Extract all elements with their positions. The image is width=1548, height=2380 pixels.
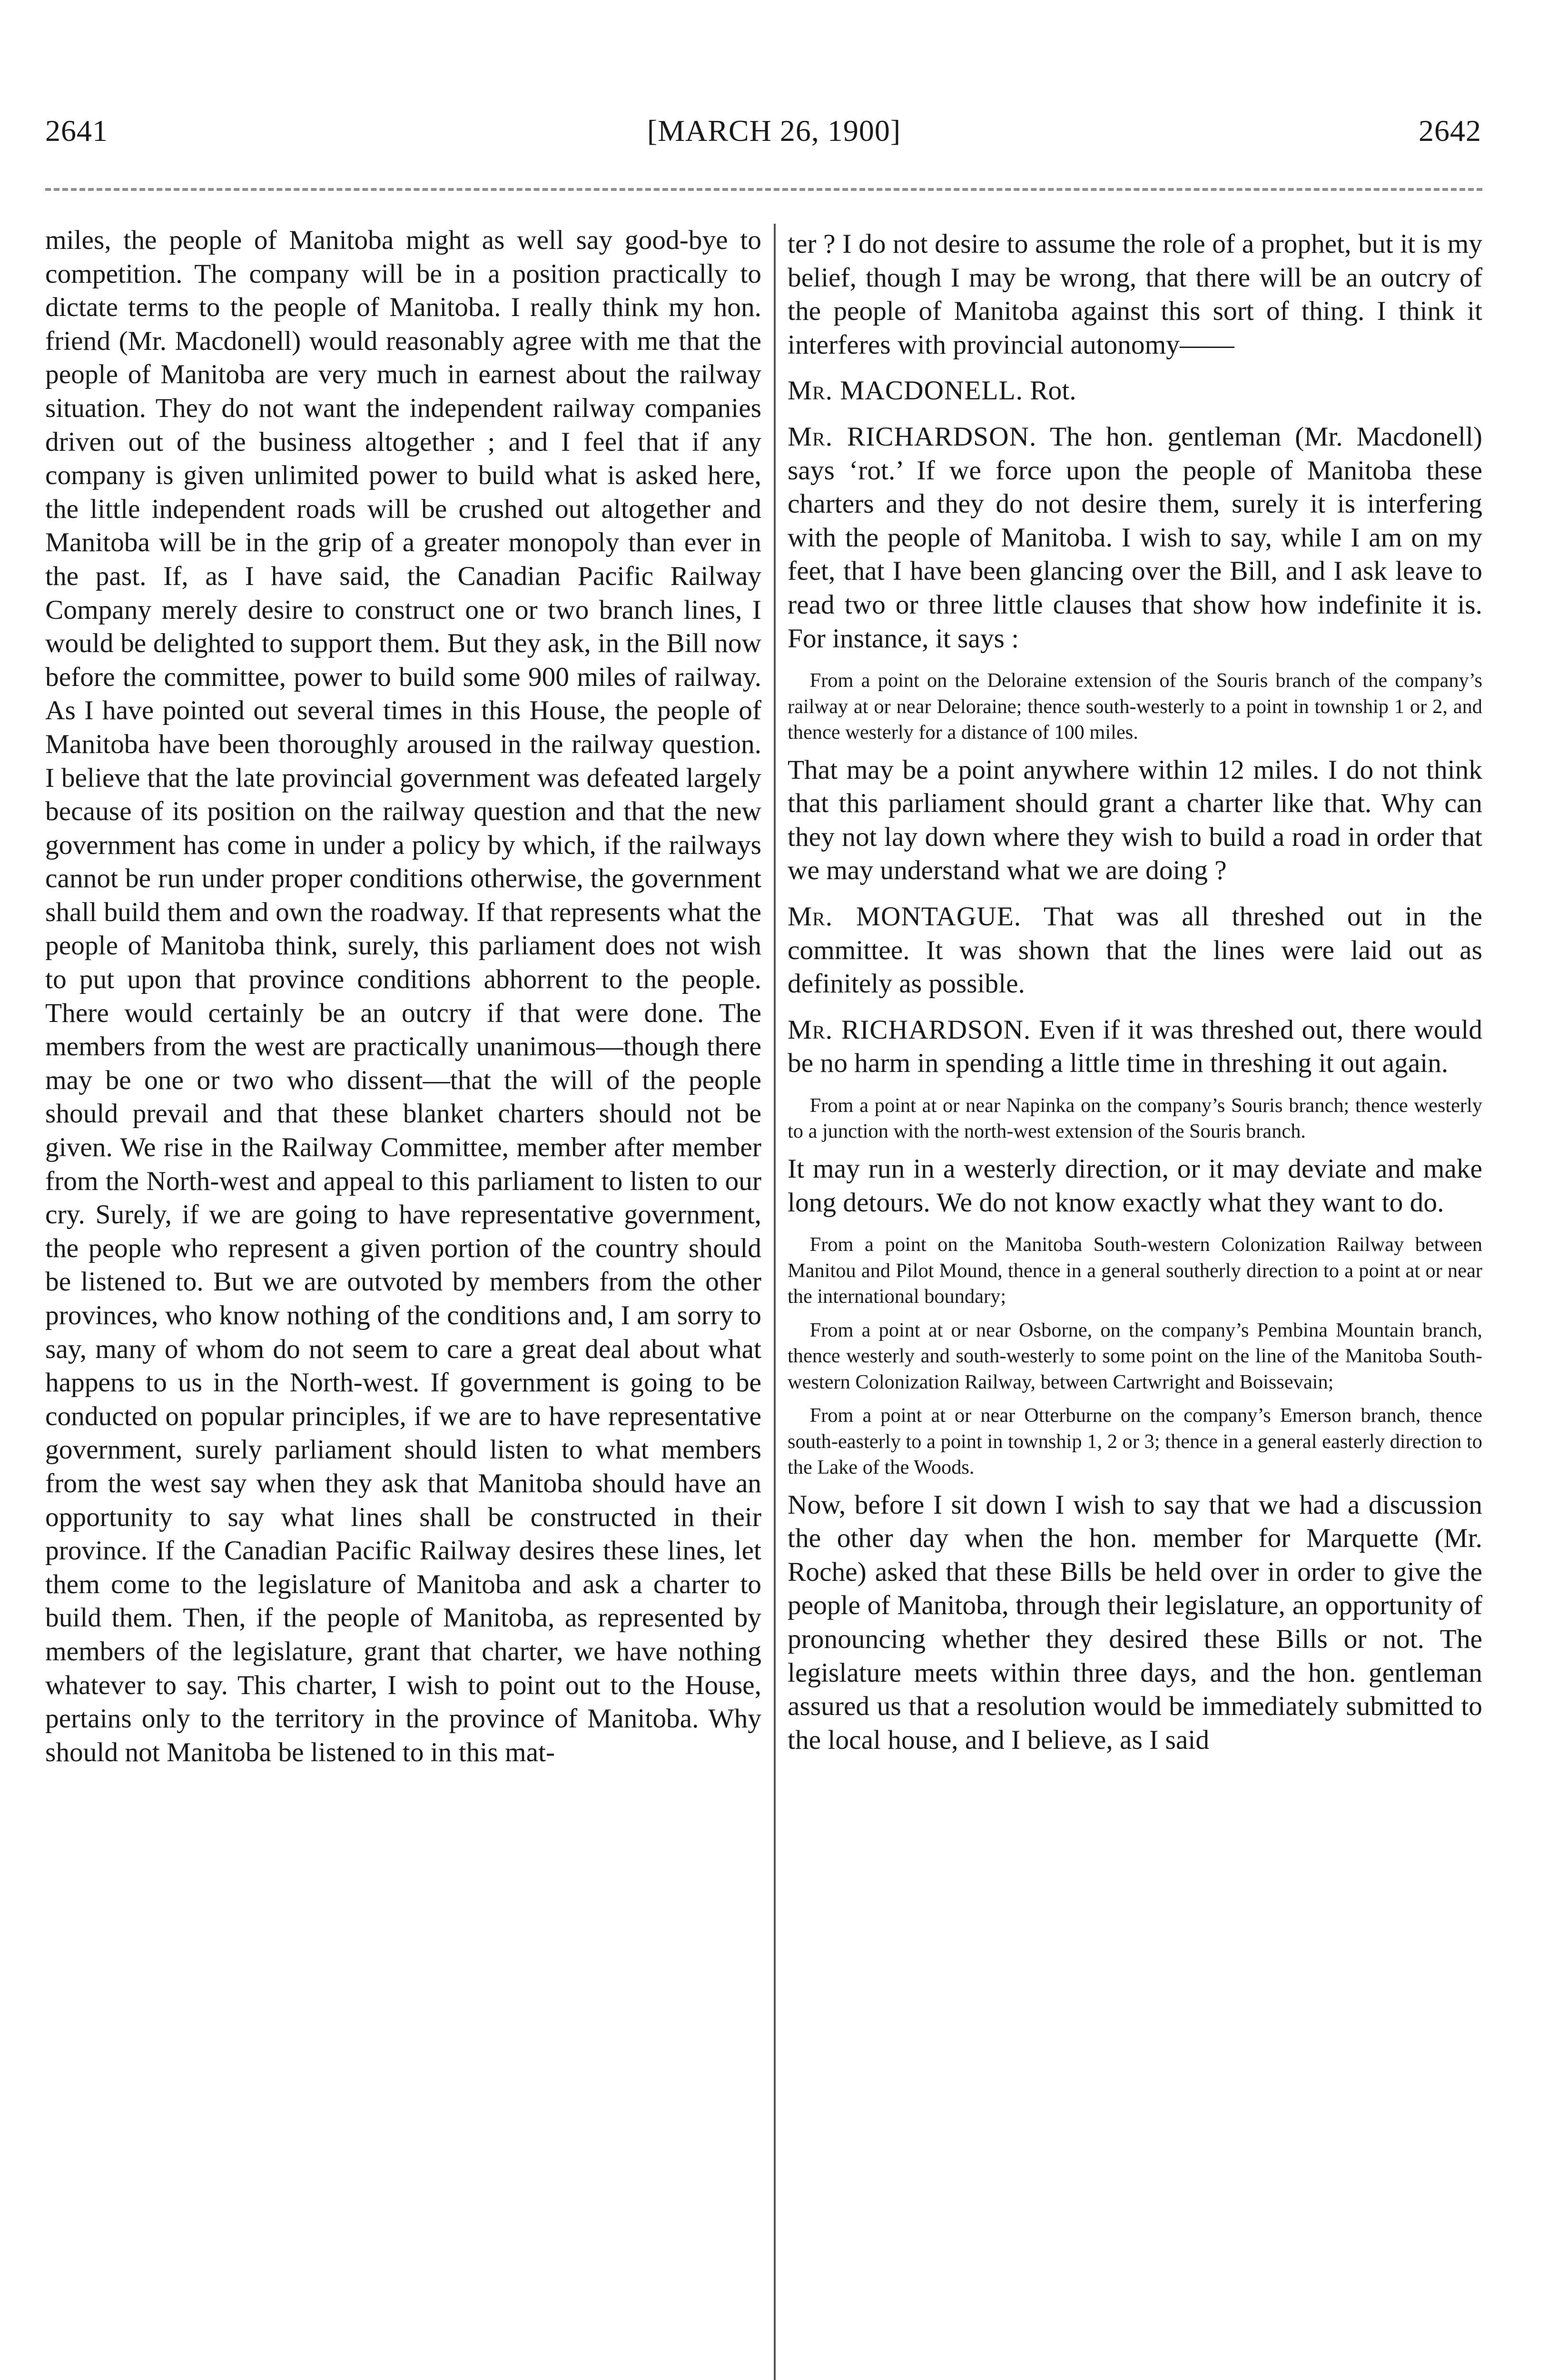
speech-macdonell [788, 374, 1482, 408]
speech-richardson-1 [788, 420, 1482, 655]
speech-text: Even if it was threshed out, there would be no harm in spending a little time in threshing it out again. [788, 1014, 1482, 1079]
speech-montague [788, 900, 1482, 1001]
left-paragraph: miles, the people of Manitoba might as well say good-bye to competition. The company will be in a position practically to dictate terms to the people of Manitoba. I really think my hon. friend (Mr. Macdonell) would reasonably agree with me that the people of Manitoba are very much in earnest about the railway situation. They do not want the independent railway companies driven out of the business altogether ; and I feel that if any company is given unlimited power to build what is asked here, the little independent roads will be crushed out altogether and Manitoba will be in the grip of a greater monopoly than ever in the past. If, as I have said, the Canadian Pacific Railway Company merely desire to construct one or two branch lines, I would be delighted to support them. But they ask, in the Bill now before the committee, power to build some 900 miles of railway. As I have pointed out several times in this House, the people of Manitoba have been thoroughly aroused in the railway question. I believe that the late provincial government was defeated largely because of its position on the railway question and that the new government has come in under a policy by which, if the railways cannot be run under proper conditions otherwise, the government shall build them and own the roadway. If that represents what the people of Manitoba think, surely, this parliament does not wish to put upon that province conditions abhorrent to the people. There would certainly be an outcry if that were done. The members from the west are practically unanimous—though there may be one or two who dissent—that the will of the people should prevail and that these blanket charters should not be given. We rise in the Railway Committee, member after member from the North-west and appeal to this parliament to listen to our cry. Surely, if we are going to have representative government, the people who represent a given portion of the country should be listened to. But we are outvoted by members from the other provinces, who know nothing of the conditions and, I am sorry to say, many of whom do not seem to care a great deal about what happens to us in the North-west. If government is going to be conducted on popular principles, if we are to have representative government, surely parliament should listen to what members from the west say when they ask that Manitoba should have an opportunity to say what lines shall be constructed in their province. If the Canadian Pacific Railway desires these lines, let them come to the legislature of Manitoba and ask a charter to build them. Then, if the people of Manitoba, as represented by members of the legislature, grant that charter, we have nothing whatever to say. This charter, I wish to point out to the House, pertains only to the territory in the province of Manitoba. Why should not Manitoba be listened to in this mat- [45, 225, 761, 1767]
speaker-name: Mr. MACDONELL. [788, 376, 1024, 406]
speaker-name: Mr. RICHARDSON. [788, 1014, 1031, 1045]
speech-text: Rot. [1030, 376, 1076, 406]
bill-quote-manitou: From a point on the Manitoba South-western Colonization Railway between Manitou and Pilot Mound, thence in a general southerly direction to a point at or near the international boundary; [788, 1233, 1482, 1308]
speaker-name: Mr. RICHARDSON. [788, 421, 1037, 452]
speech-text: That was all threshed out in the committee. It was shown that the lines were laid out as definitely as possible. [788, 902, 1482, 999]
right-column [788, 228, 1482, 2380]
continuation-paragraph: ter ? I do not desire to assume the role of a prophet, but it is my belief, though I may be wrong, that there will be an outcry of the people of Manitoba against this sort of thing. I think it interferes with provincial autonomy—— [788, 229, 1482, 360]
page-date-header: [MARCH 26, 1900] [647, 114, 901, 148]
speaker-name: Mr. MONTAGUE. [788, 902, 1022, 932]
paragraph: That may be a point anywhere within 12 miles. I do not think that this parliament should grant a charter like that. Why can they not lay down where they wish to build a road in order that we may understand what we are doing ? [788, 754, 1482, 886]
speech-text: The hon. gentleman (Mr. Macdonell) says ‘rot.’ If we force upon the people of Manitoba these charters and they do not desire them, surely it is interfering with the people of Manitoba. I wish to say, while I am on my feet, that I have been glancing over the Bill, and I ask leave to read two or three little clauses that show how indefinite it is. For instance, it says : [788, 421, 1482, 654]
bill-quote-otterburne: From a point at or near Otterburne on the company’s Emerson branch, thence south-easterly to a point in township 1, 2 or 3; thence in a general easterly direction to the Lake of the Woods. [788, 1404, 1482, 1479]
bill-quote-osborne: From a point at or near Osborne, on the company’s Pembina Mountain branch, thence westerly and south-westerly to some point on the line of the Manitoba South-western Colonization Railway, between Cartwright and Boissevain; [788, 1319, 1482, 1393]
left-column [45, 224, 761, 2380]
speech-richardson-2 [788, 1013, 1482, 1081]
column-divider [774, 224, 776, 2380]
header-rule [45, 188, 1482, 191]
bill-quote-napinka: From a point at or near Napinka on the company’s Souris branch; thence westerly to a junction with the north-west extension of the Souris branch. [788, 1094, 1482, 1143]
paragraph: It may run in a westerly direction, or it may deviate and make long detours. We do not know exactly what they want to do. [788, 1153, 1482, 1218]
page-number-left: 2641 [45, 114, 108, 148]
page-number-right: 2642 [1419, 114, 1481, 148]
paragraph: Now, before I sit down I wish to say that we had a discussion the other day when the hon. member for Marquette (Mr. Roche) asked that these Bills be held over in order to give the people of Manitoba, through their legislature, an opportunity of pronouncing whether they desired these Bills or not. The legislature meets within three days, and the hon. gentleman assured us that a resolution would be immediately submitted to the local house, and I believe, as I said [788, 1489, 1482, 1755]
bill-quote-deloraine: From a point on the Deloraine extension of the Souris branch of the company’s railway at or near Deloraine; thence south-westerly to a point in township 1 or 2, and thence westerly for a distance of 100 miles. [788, 669, 1482, 744]
